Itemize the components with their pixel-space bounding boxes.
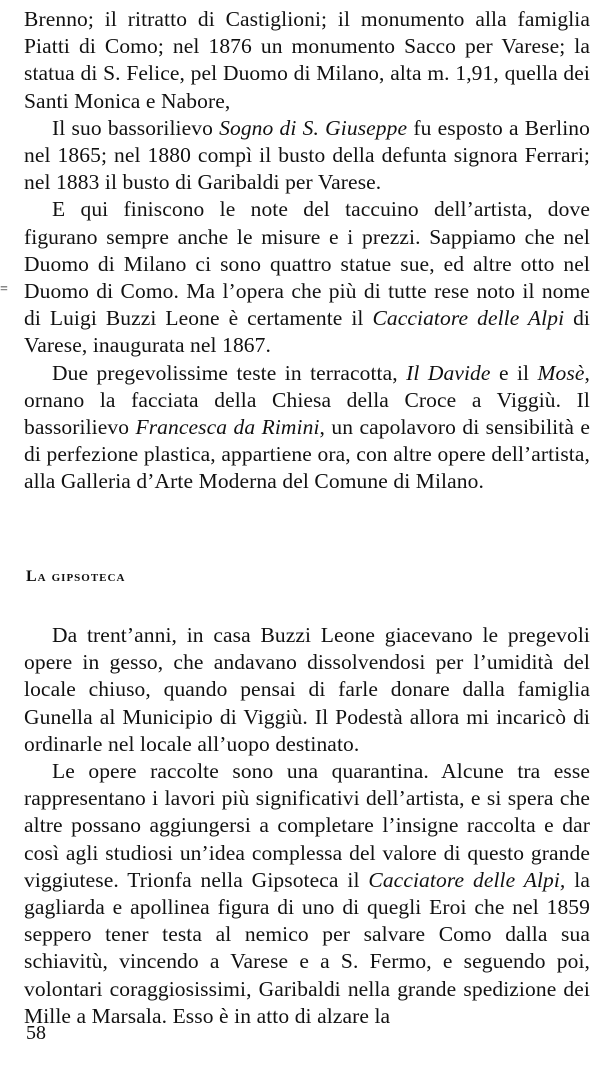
paragraph-4-text-d: , un capolavoro di sensibilità e di perfezione plastica, appartiene ora, con altre opere dell’artista, alla Galleria d’Arte Moderna del Comune di Milano. (24, 415, 590, 494)
paragraph-2-text-b: fu esposto a Berlino nel 1865; nel 1880 compì il busto della defunta signora Ferrari; nel 1883 il busto di Garibaldi per Varese. (24, 115, 590, 195)
artwork-title: Sogno di S. Giuseppe (219, 115, 408, 140)
top-text-block (24, 6, 590, 496)
paragraph-3-text-b: di Varese, inaugurata nel 1867. (24, 306, 591, 358)
paragraph-6-text-a: Le opere raccolte sono una quarantina. Alcune tra esse rappresentano i lavori più significativi dell’artista, e si spera che altre possano aggiungersi a completare l’insigne raccolta e dar così agli studiosi un’idea complessa del valore di questo grande viggiutese. Trionfa nella Gipsoteca il (24, 759, 590, 892)
paragraph-6-text-b: la gagliarda e apollinea figura di uno di quegli Eroi che nel 1859 seppero tener testa al nemico per salvare Como dalla sua schiavitù, vincendo a Varese e a S. Fermo, e seguendo poi, volontari coraggiosissimi, Garibaldi nella grande spedizione dei Mille a Marsala. Esso è in atto di alzare la (24, 867, 590, 1028)
paragraph-1 (24, 6, 590, 115)
paragraph-1-text: Brenno; il ritratto di Castiglioni; il monumento alla famiglia Piatti di Como; nel 1876 un monumento Sacco per Varese; la statua di S. Felice, pel Duomo di Milano, alta m. 1,91, quella dei Santi Monica e Nabore, (24, 7, 590, 113)
paragraph-5-text: Da trent’anni, in casa Buzzi Leone giacevano le pregevoli opere in gesso, che andavano dissolvendosi per l’umidità del locale chiuso, quando pensai di farle donare dalla famiglia Gunella al Municipio di Viggiù. Il Podestà allora mi incaricò di ordinarle nel locale all’uopo destinato. (24, 623, 590, 756)
artwork-title: Mosè (537, 360, 585, 385)
section-heading: La gipsoteca (26, 568, 126, 585)
artwork-title: Il Davide (406, 360, 491, 385)
paragraph-2-text-a: Il suo bassorilievo (52, 115, 220, 140)
paragraph-4-text-b: e il (490, 360, 538, 385)
paragraph-3 (24, 196, 590, 359)
paragraph-2 (24, 115, 590, 197)
artwork-title: Cacciatore delle Alpi (372, 306, 565, 331)
bottom-text-block (24, 622, 590, 1030)
margin-mark: = (0, 282, 8, 297)
paragraph-4 (24, 360, 590, 496)
artwork-title: Francesca da Rimini (135, 415, 320, 440)
paragraph-6 (24, 758, 590, 1030)
paragraph-3-text-a: E qui finiscono le note del taccuino dell’artista, dove figurano sempre anche le misure e i prezzi. Sappiamo che nel Duomo di Milano ci sono quattro statue sue, ed altre otto nel Duomo di Como. Ma l’opera che più di tutte rese noto il nome di Luigi Buzzi Leone è certamente il (24, 197, 590, 331)
paragraph-4-text-c: , ornano la facciata della Chiesa della Croce a Viggiù. Il bassorilievo (24, 360, 590, 440)
paragraph-4-text-a: Due pregevolissime teste in terracotta, (52, 360, 407, 385)
paragraph-5 (24, 622, 590, 758)
page-number: 58 (26, 1022, 46, 1044)
artwork-title: Cacciatore delle Alpi, (368, 867, 566, 892)
